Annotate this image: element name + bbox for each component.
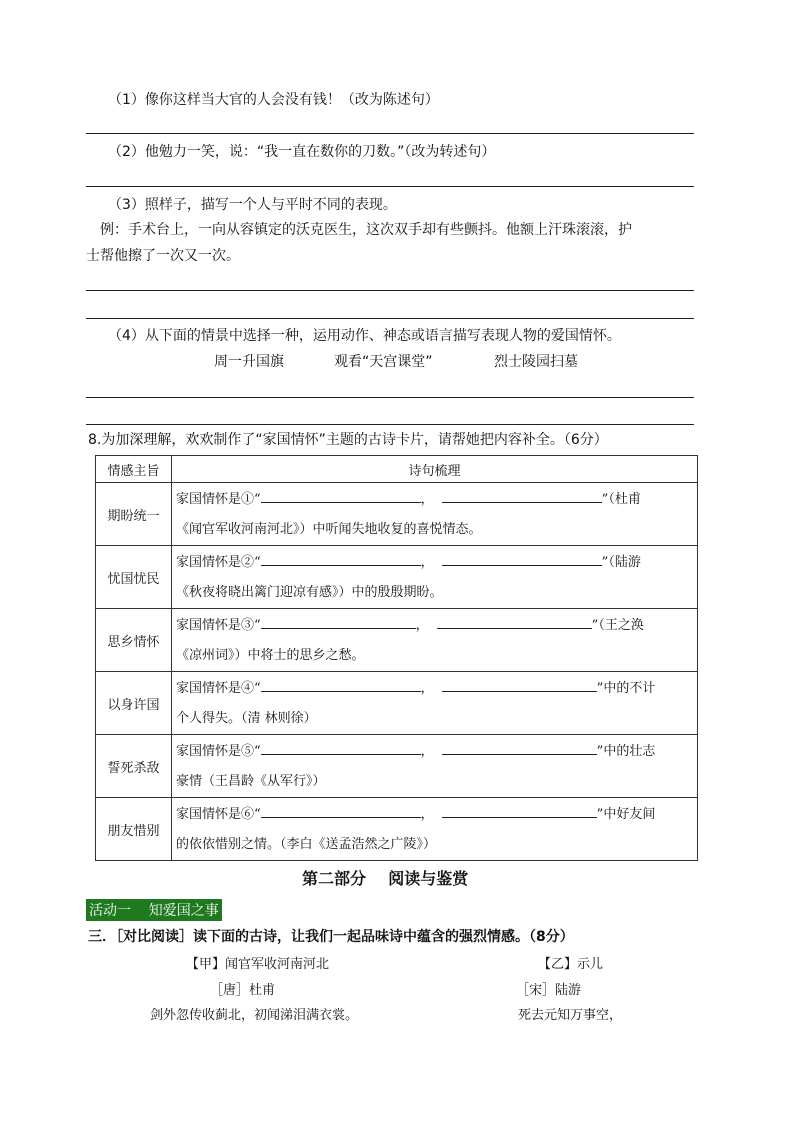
answer-line-1[interactable] [86, 133, 694, 134]
question-4-option-2: 观看“天宫课堂” [334, 354, 433, 370]
question-3: （3）照样子，描写一个人与平时不同的表现。 [108, 197, 397, 213]
table-row [96, 672, 698, 735]
row-line2: 《凉州词》）中将士的思乡之愁。 [176, 648, 365, 663]
question-4: （4）从下面的情景中选择一种，运用动作、神态或语言描写表现人物的爱国情怀。 [108, 328, 621, 344]
poem-card-table [95, 455, 698, 861]
fill-blank[interactable] [442, 549, 602, 566]
poem-b-author: ［宋］陆游 [516, 983, 582, 998]
answer-line-4a[interactable] [86, 397, 694, 398]
row-mid: ， [420, 681, 434, 696]
poem-b-line1: 死去元知万事空， [518, 1008, 623, 1023]
row-line2: 豪情（王昌龄《从军行》） [176, 774, 326, 789]
poem-a-author: ［唐］杜甫 [210, 983, 276, 998]
row-suffix: ”中好友间 [596, 807, 656, 822]
table-row [96, 483, 698, 546]
row-theme: 誓死杀敌 [96, 735, 172, 798]
row-mid: ， [420, 744, 434, 759]
fill-blank[interactable] [442, 675, 597, 692]
row-theme: 思乡情怀 [96, 609, 172, 672]
fill-blank[interactable] [442, 486, 602, 503]
row-prefix: 家国情怀是⑤“ [176, 744, 261, 759]
row-suffix: ”中的壮志 [596, 744, 656, 759]
row-mid: ， [415, 618, 429, 633]
row-line2: 《秋夜将晓出篱门迎凉有感》）中的殷殷期盼。 [176, 585, 443, 600]
poem-a-line1: 剑外忽传收蓟北，初闻涕泪满衣裳。 [150, 1008, 359, 1023]
row-prefix: 家国情怀是①“ [176, 492, 261, 507]
row-theme: 期盼统一 [96, 483, 172, 546]
answer-line-3a[interactable] [86, 290, 694, 291]
header-lines: 诗句梳理 [172, 456, 698, 483]
poem-a-title: 【甲】闻官军收河南河北 [186, 957, 330, 972]
table-row [96, 735, 698, 798]
question-4-option-3: 烈士陵园扫墓 [494, 354, 578, 370]
table-header-row [96, 456, 698, 483]
row-theme: 朋友惜别 [96, 798, 172, 861]
poem-b-title: 【乙】示儿 [538, 957, 604, 972]
table-row [96, 798, 698, 861]
row-suffix: ”（王之涣 [591, 618, 644, 633]
question-8-prompt: 8.为加深理解，欢欢制作了“家国情怀”主题的古诗卡片，请帮她把内容补全。（6分） [88, 432, 608, 448]
fill-blank[interactable] [261, 801, 421, 818]
table-row [96, 546, 698, 609]
row-theme: 忧国忧民 [96, 546, 172, 609]
question-3-example-line1: 例：手术台上，一向从容镇定的沃克医生，这次双手却有些颤抖。他额上汗珠滚滚，护 [100, 222, 632, 238]
question-3-example-line2: 士帮他擦了一次又一次。 [86, 248, 240, 264]
table-row [96, 609, 698, 672]
row-theme: 以身许国 [96, 672, 172, 735]
row-suffix: ”中的不计 [596, 681, 656, 696]
fill-blank[interactable] [261, 738, 421, 755]
fill-blank[interactable] [261, 486, 421, 503]
row-line2: 个人得失。（清 林则徐） [176, 711, 317, 726]
question-4-option-1: 周一升国旗 [214, 354, 284, 370]
fill-blank[interactable] [442, 738, 597, 755]
row-prefix: 家国情怀是③“ [176, 618, 261, 633]
header-theme: 情感主旨 [96, 456, 172, 483]
fill-blank[interactable] [442, 801, 597, 818]
fill-blank[interactable] [261, 675, 421, 692]
row-mid: ， [420, 555, 434, 570]
row-line2: 的依依惜别之情。（李白《送孟浩然之广陵》） [176, 837, 437, 852]
part2-title: 第二部分 阅读与鉴赏 [302, 869, 469, 888]
row-mid: ， [420, 492, 434, 507]
row-prefix: 家国情怀是⑥“ [176, 807, 261, 822]
row-suffix: ”（杜甫 [601, 492, 641, 507]
row-prefix: 家国情怀是②“ [176, 555, 261, 570]
fill-blank[interactable] [261, 612, 416, 629]
reading-question-prompt: 三．［对比阅读］读下面的古诗，让我们一起品味诗中蕴含的强烈情感。（8分） [88, 929, 574, 945]
row-mid: ， [420, 807, 434, 822]
fill-blank[interactable] [437, 612, 592, 629]
activity-badge: 活动一 知爱国之事 [86, 899, 222, 921]
answer-line-2[interactable] [86, 186, 694, 187]
fill-blank[interactable] [261, 549, 421, 566]
question-2: （2）他勉力一笑，说：“我一直在数你的刀数。”（改为转述句） [108, 144, 496, 160]
row-prefix: 家国情怀是④“ [176, 681, 261, 696]
answer-line-3b[interactable] [86, 318, 694, 319]
row-line2: 《闻官军收河南河北》）中听闻失地收复的喜悦情态。 [176, 522, 482, 537]
row-suffix: ”（陆游 [601, 555, 641, 570]
answer-line-4b[interactable] [86, 424, 694, 425]
question-1: （1）像你这样当大官的人会没有钱！（改为陈述句） [108, 92, 439, 108]
